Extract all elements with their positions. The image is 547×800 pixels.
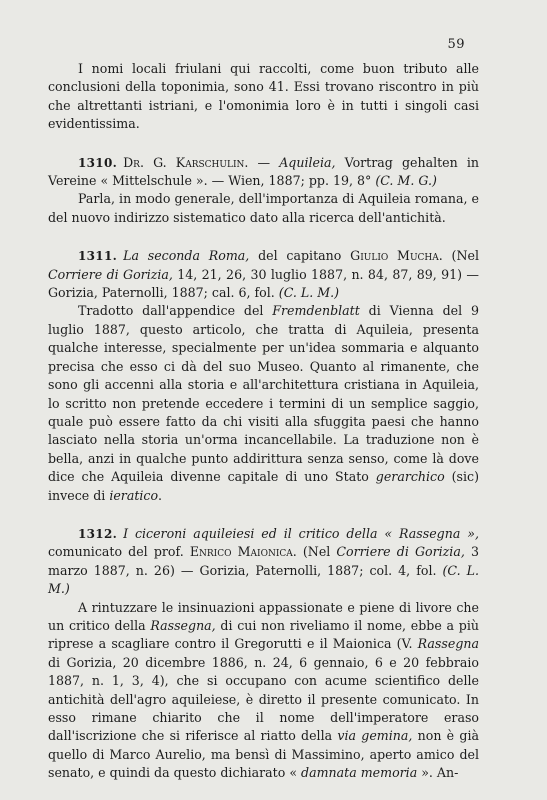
entry-pub-open: (Nel xyxy=(442,248,479,264)
dash: — xyxy=(248,154,280,170)
entry-sigla: (C. L. M.) xyxy=(48,562,479,597)
entry-sigla: (C. L. M.) xyxy=(278,285,340,301)
page-content xyxy=(48,60,479,783)
entry-journal: Corriere di Gorizia, xyxy=(336,544,465,560)
body-text: di Gorizia, 20 dicembre 1886, n. 24, 6 gennaio, 6 e 20 febbraio 1887, n. 1, 3, 4), che si occupano con acume scientifico delle antichità dell'agro aquileiese, è diretto il presente comunicato. In esso rimane chiarito che il nome dell'imperatore eraso dall'iscrizione che si riferisce al riatto della xyxy=(48,654,479,744)
body-text: di cui non riveliamo il nome, ebbe a più riprese a scagliare contro il Gregorutti e il Maionica (V. xyxy=(48,617,479,652)
body-text: ». An- xyxy=(417,765,459,781)
body-italic: Fremdenblatt xyxy=(272,303,360,319)
body-text: Tradotto dall'appendice del xyxy=(78,303,273,319)
entry-publication: 14, 21, 26, 30 luglio 1887, n. 84, 87, 89, 91) — Gorizia, Paternolli, 1887; cal. 6, fol. xyxy=(48,266,479,301)
entry-author: Enrico Maionica. xyxy=(189,544,297,560)
entry-1310-heading xyxy=(48,154,479,191)
entry-by: comunicato del prof. xyxy=(48,544,190,560)
body-text: di Vienna del 9 luglio 1887, questo articolo, che tratta di Aquileia, presenta qualche interesse, specialmente per un'idea sommaria e alquanto precisa che esso ci dà del suo Museo. Quanto al rimanente, che sono gli accenni alla storia e all'architettura cristiana in Aquileia, lo scritto non pretende eccedere i termini di un semplice saggio, quale può essere fatto da chi visiti alla sfuggita paesi che hanno lasciato nella storia un'orma incancellabile. La traduzione non è bella, anzi in qualche punto addirittura senza senso, come là dove dice che Aquileia divenne capitale di uno Stato xyxy=(48,303,479,485)
entry-1311-heading xyxy=(48,247,479,302)
entry-1312-body xyxy=(48,599,479,783)
body-italic: Rassegna xyxy=(417,636,479,652)
entry-journal: Corriere di Gorizia, xyxy=(48,266,173,282)
entry-by: del capitano xyxy=(249,248,351,264)
entry-publication: Vortrag gehalten in Vereine « Mittelschule ». — Wien, 1887; pp. 19, 8° xyxy=(48,154,479,189)
body-italic: Rassegna, xyxy=(150,617,216,633)
entry-1310 xyxy=(48,154,479,228)
entry-number: 1312. xyxy=(78,526,118,541)
page-number: 59 xyxy=(447,37,465,52)
entry-author: Dr. G. Karschulin. xyxy=(123,154,249,170)
entry-number: 1310. xyxy=(78,155,118,170)
entry-1311-body xyxy=(48,302,479,504)
entry-1310-body: Parla, in modo generale, dell'importanza di Aquileia romana, e del nuovo indirizzo sistematico dato alla ricerca dell'antichità. xyxy=(48,191,479,225)
body-italic: ieratico xyxy=(109,487,159,503)
entry-title: La seconda Roma, xyxy=(123,248,250,264)
body-italic: gerarchico xyxy=(375,469,445,485)
entry-1312 xyxy=(48,525,479,783)
intro-paragraph: I nomi locali friulani qui raccolti, come buon tributo alle conclusioni della toponimia, sono 41. Essi trovano riscontro in più che altrettanti istriani, e l'omonimia loro è in tutti i singoli casi evidentissima. xyxy=(48,61,479,132)
entry-author: Giulio Mucha. xyxy=(350,248,443,264)
entry-sigla: (C. M. G.) xyxy=(375,173,437,189)
entry-title: Aquileia, xyxy=(279,154,336,170)
body-italic: damnata memoria xyxy=(301,765,418,781)
body-text: A rintuzzare le insinuazioni appassionate e piene di livore che un critico della xyxy=(48,599,479,633)
entry-title: I ciceroni aquileiesi ed il critico della « Rassegna », xyxy=(123,525,479,541)
entry-1311 xyxy=(48,247,479,505)
entry-pub-open: (Nel xyxy=(296,544,337,560)
body-text: non è già quello di Marco Aurelio, ma bensì di Massimino, aperto amico del senato, e quindi da questo dichiarato « xyxy=(48,728,479,781)
entry-1312-heading xyxy=(48,525,479,599)
entry-number: 1311. xyxy=(78,249,118,264)
body-italic: via gemina, xyxy=(337,728,413,744)
body-text: . xyxy=(158,487,163,503)
body-text: (sic) invece di xyxy=(48,469,479,503)
entry-publication: 3 marzo 1887, n. 26) — Gorizia, Paternolli, 1887; col. 4, fol. xyxy=(48,544,479,578)
